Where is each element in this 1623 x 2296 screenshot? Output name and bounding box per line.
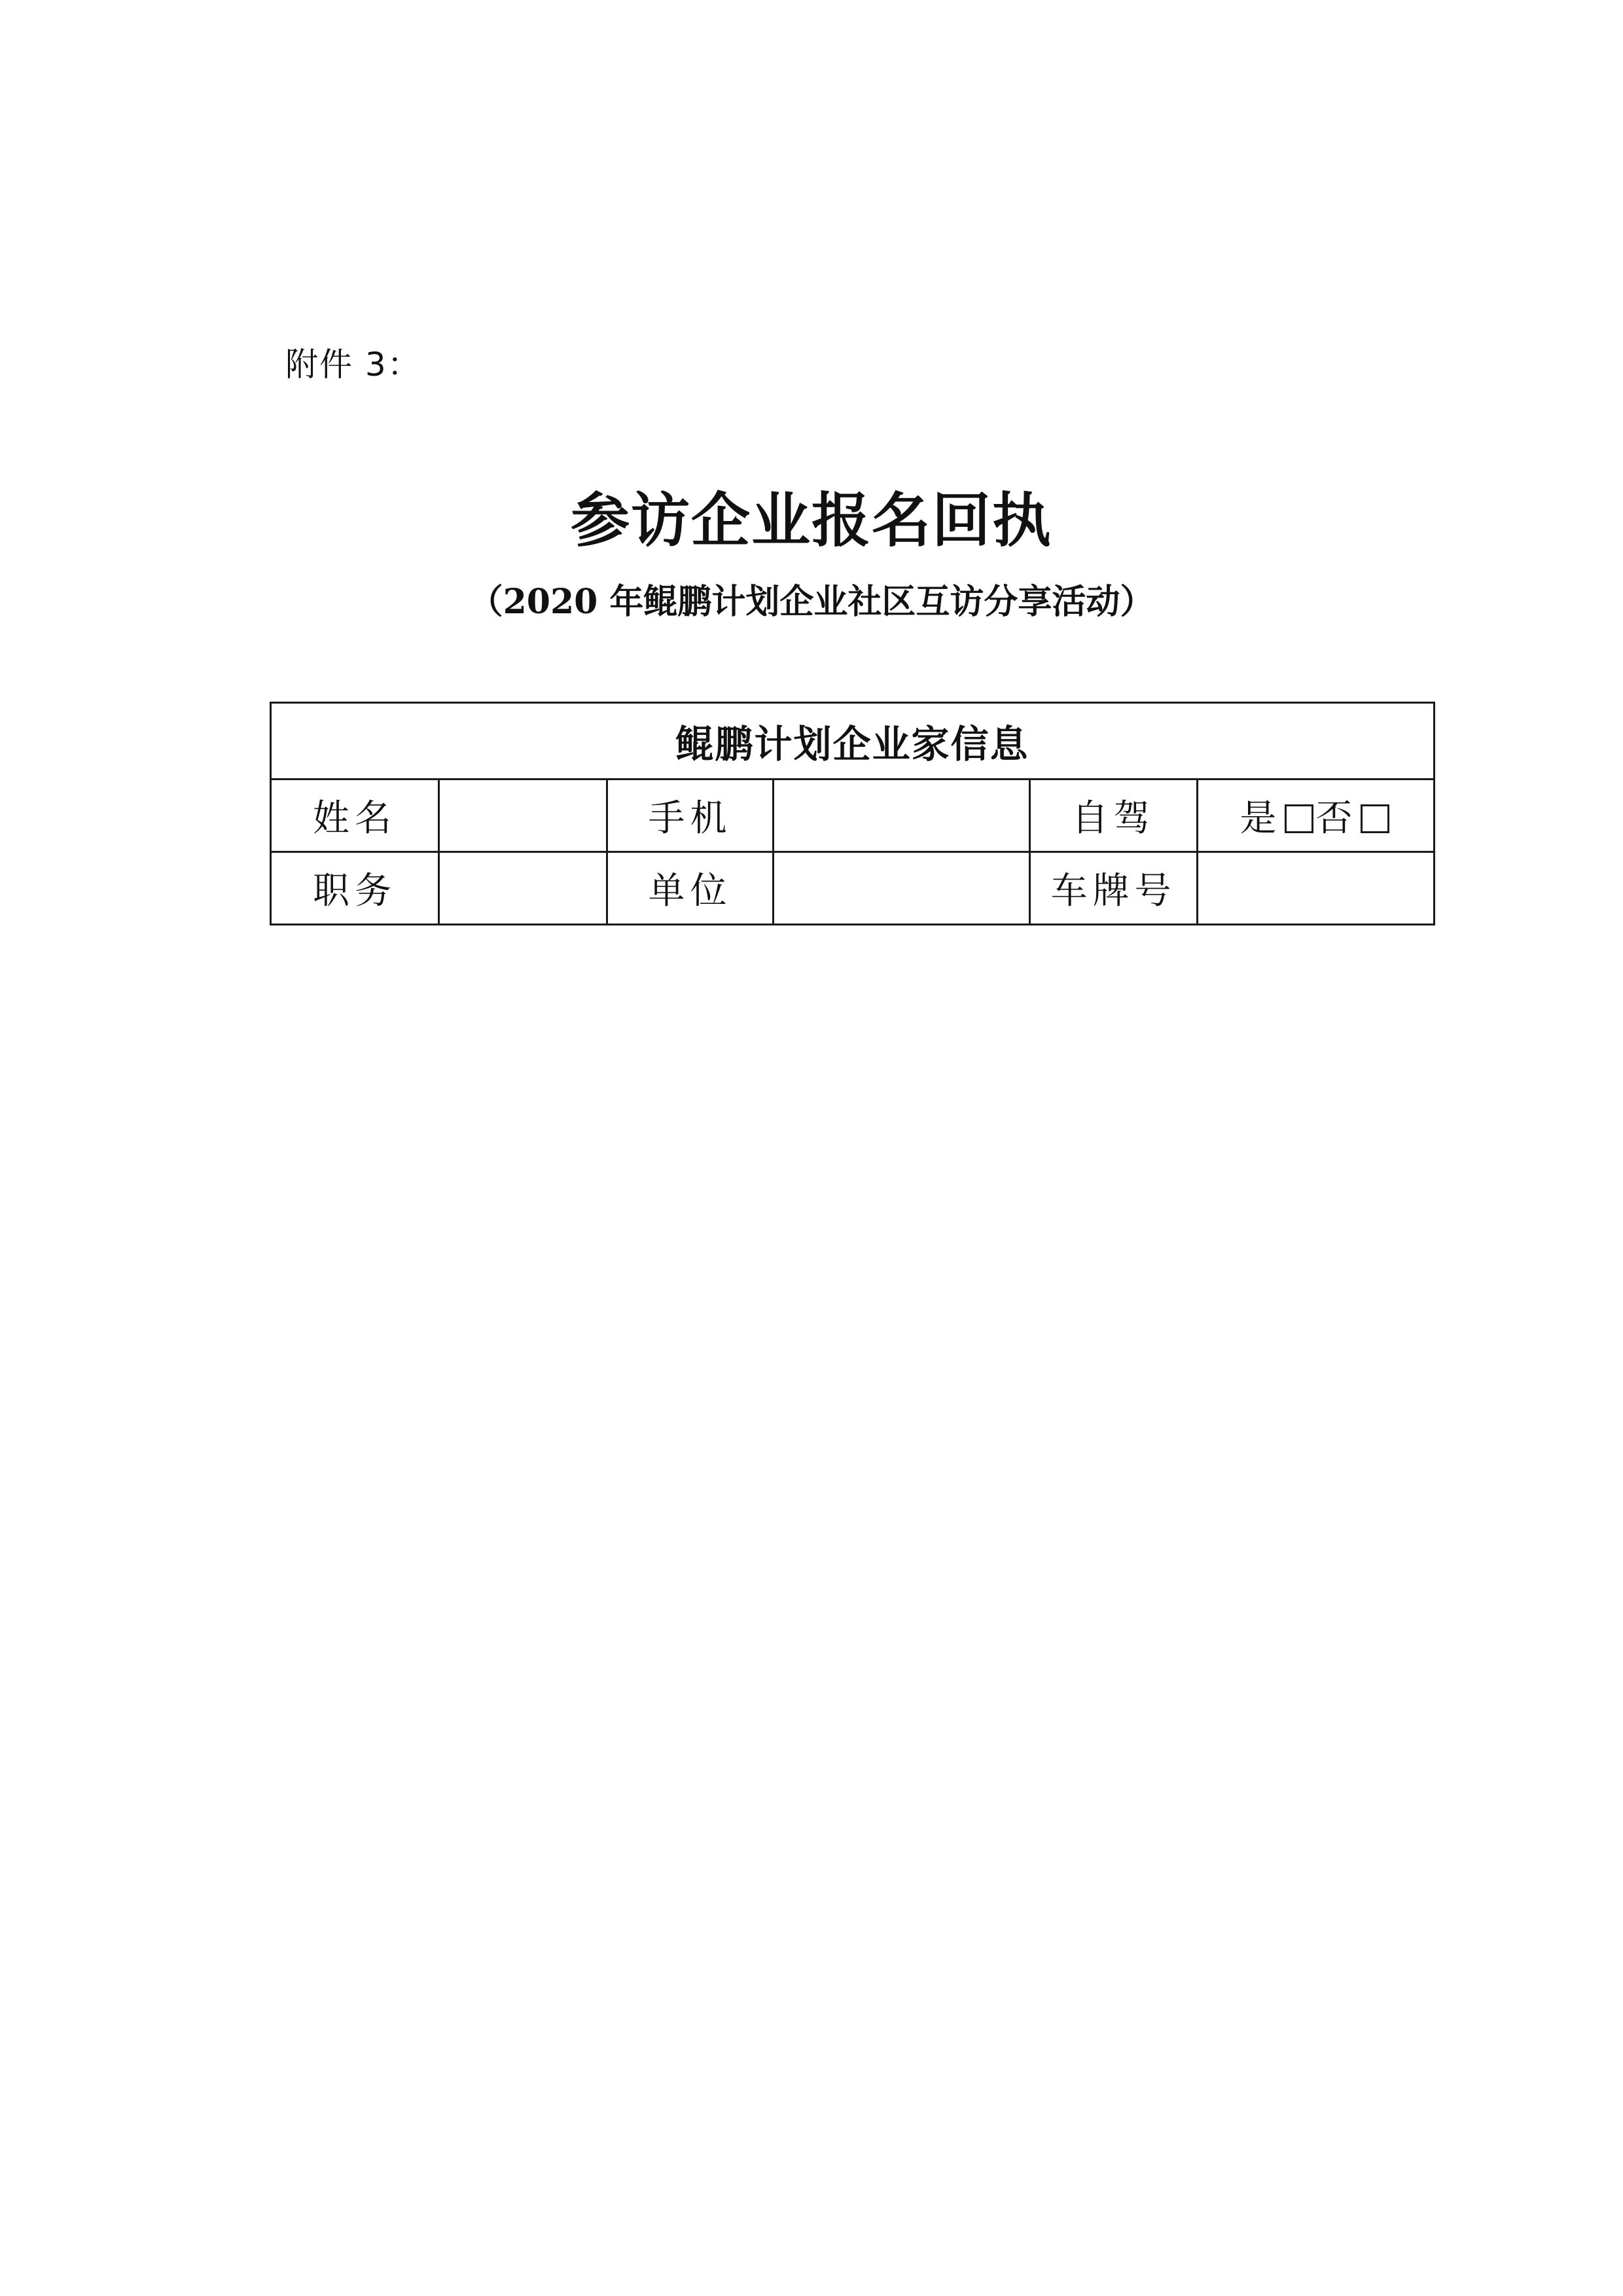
company-label: 单位: [607, 852, 774, 925]
position-label: 职务: [271, 852, 439, 925]
document-title: 参访企业报名回执: [571, 486, 1052, 555]
table-row: [271, 780, 1435, 852]
phone-label: 手机: [607, 780, 774, 852]
yes-option-label: 是: [1240, 797, 1282, 840]
self-drive-choice: [1198, 780, 1435, 852]
table-row: [271, 852, 1435, 925]
registration-form-table: [270, 702, 1435, 925]
company-field[interactable]: [774, 852, 1030, 925]
plate-number-label: 车牌号: [1030, 852, 1198, 925]
yes-checkbox[interactable]: [1285, 804, 1313, 833]
section-header-entrepreneur-info: 鲲鹏计划企业家信息: [271, 703, 1435, 780]
attachment-label: 附件 3：: [285, 346, 421, 384]
self-drive-label: 自驾: [1030, 780, 1198, 852]
no-option-label: 否: [1315, 797, 1358, 840]
name-field[interactable]: [439, 780, 607, 852]
plate-number-field[interactable]: [1198, 852, 1435, 925]
name-label: 姓名: [271, 780, 439, 852]
position-field[interactable]: [439, 852, 607, 925]
phone-field[interactable]: [774, 780, 1030, 852]
document-subtitle: （2020 年鲲鹏计划企业社区互访分享活动）: [469, 582, 1154, 622]
no-checkbox[interactable]: [1361, 804, 1389, 833]
